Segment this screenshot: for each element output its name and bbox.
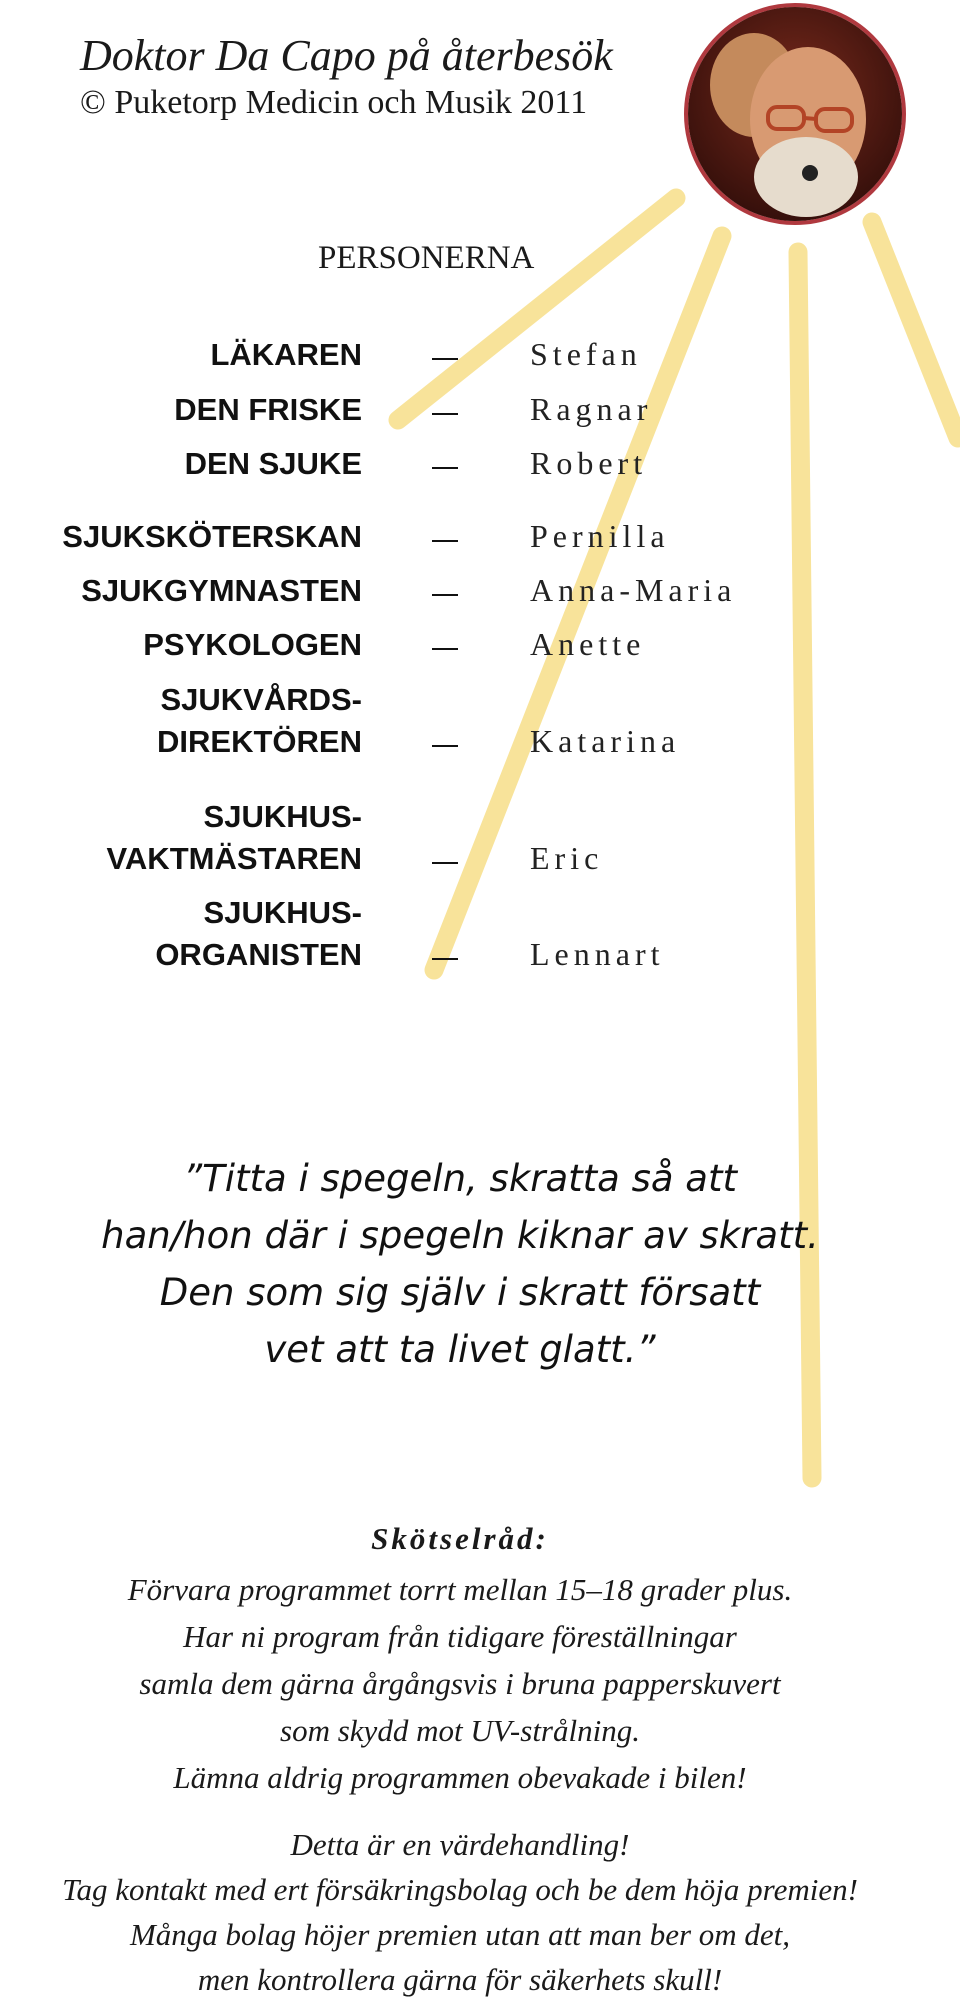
cast-actor: Ragnar [530, 391, 653, 427]
care-heading: Skötselråd: [371, 1521, 549, 1556]
cast-dash [432, 413, 458, 415]
care-line: som skydd mot UV-strålning. [280, 1713, 640, 1748]
cast-dash [432, 862, 458, 864]
cast-dash [432, 594, 458, 596]
portrait-photo [684, 3, 906, 225]
cast-role [157, 679, 362, 763]
cast-role [155, 892, 362, 976]
quote-line: Den som sig själv i skratt försatt [159, 1271, 761, 1314]
cast-role-line: SJUKHUS- [203, 799, 362, 834]
quote-line: ”Titta i spegeln, skratta så att [182, 1157, 737, 1200]
cast-actor: Anette [530, 626, 646, 662]
cast-role [143, 624, 362, 666]
cast-role [81, 570, 362, 612]
care-line: samla dem gärna årgångsvis i bruna papperskuvert [139, 1666, 781, 1701]
care-line: Förvara programmet torrt mellan 15–18 grader plus. [127, 1572, 793, 1607]
cast-role-line: DEN SJUKE [184, 446, 362, 481]
cast-role [62, 516, 362, 558]
value-notice [0, 1822, 920, 2002]
notice-line: Detta är en värdehandling! [290, 1827, 630, 1862]
cast-role-line: SJUKHUS- [203, 895, 362, 930]
cast-dash [432, 540, 458, 542]
cast-dash [432, 648, 458, 650]
cast-role-line: LÄKAREN [210, 337, 362, 372]
cast-dash [432, 745, 458, 747]
cast-actor: Katarina [530, 723, 681, 759]
cast-role-line: DEN FRISKE [174, 392, 362, 427]
cast-role [210, 334, 362, 376]
cast-actor: Pernilla [530, 518, 670, 554]
care-instructions [0, 1515, 920, 1801]
program-title: Doktor Da Capo på återbesök [80, 31, 613, 80]
cast-actor: Eric [530, 840, 604, 876]
cast-role-line: SJUKGYMNASTEN [81, 573, 362, 608]
notice-line: men kontrollera gärna för säkerhets skull! [197, 1962, 723, 1997]
cast-role [107, 796, 362, 880]
cast-role-line: VAKTMÄSTAREN [106, 841, 362, 876]
cast-role [185, 443, 362, 485]
cast-role-line: PSYKOLOGEN [143, 627, 362, 662]
cast-heading: PERSONERNA [318, 240, 535, 276]
cast-role-line: DIREKTÖREN [157, 724, 362, 759]
cast-role-line: SJUKSKÖTERSKAN [62, 519, 362, 554]
cast-dash [432, 958, 458, 960]
quote-line: vet att ta livet glatt.” [264, 1328, 656, 1371]
cast-role [174, 389, 362, 431]
copyright-line: © Puketorp Medicin och Musik 2011 [80, 84, 588, 121]
cast-role-line: ORGANISTEN [155, 937, 362, 972]
care-line: Lämna aldrig programmen obevakade i bilen! [173, 1760, 747, 1795]
cast-actor: Stefan [530, 336, 642, 372]
cast-dash [432, 467, 458, 469]
care-line: Har ni program från tidigare föreställningar [183, 1619, 737, 1654]
cast-dash [432, 358, 458, 360]
cast-role-line: SJUKVÅRDS- [160, 682, 362, 717]
cast-actor: Lennart [530, 936, 665, 972]
notice-line: Tag kontakt med ert försäkringsbolag och be dem höja premien! [62, 1872, 858, 1907]
cast-actor: Robert [530, 445, 648, 481]
quote-line: han/hon där i spegeln kiknar av skratt. [101, 1214, 819, 1257]
quote-block [0, 1150, 920, 1378]
notice-line: Många bolag höjer premien utan att man ber om det, [129, 1917, 791, 1952]
cast-actor: Anna-Maria [530, 572, 737, 608]
